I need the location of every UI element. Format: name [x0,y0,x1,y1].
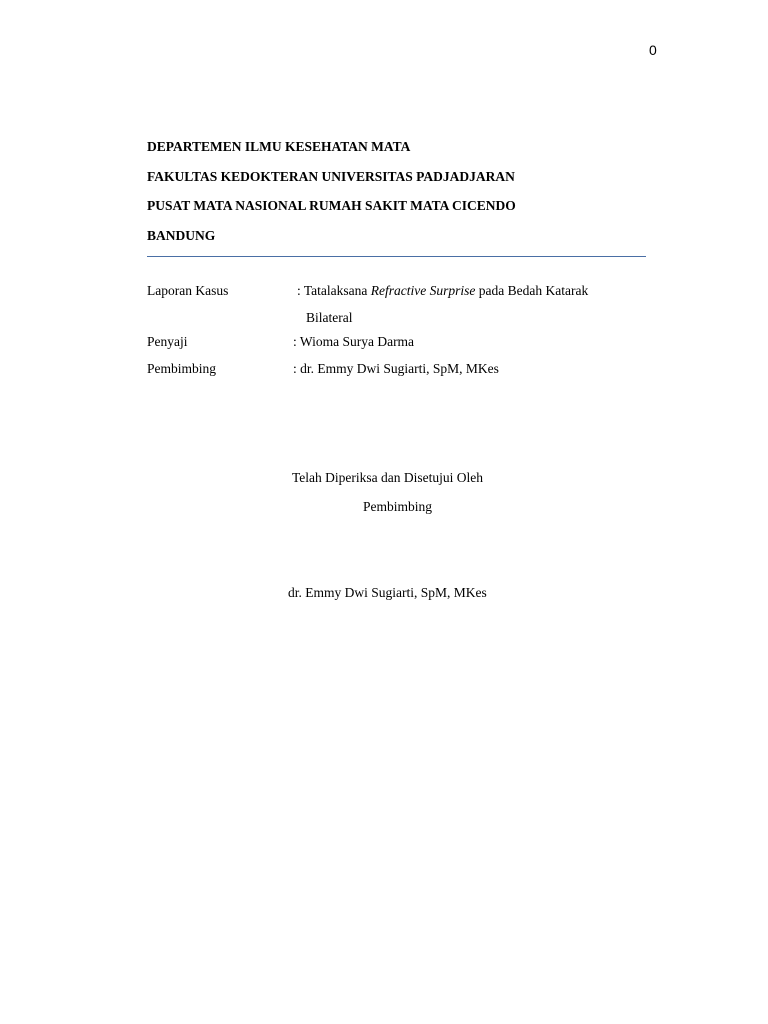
info-row-supervisor [147,359,667,386]
title-suffix: pada Bedah Katarak [475,283,589,298]
report-info [147,281,667,386]
page-number: 0 [649,42,657,58]
title-prefix: : Tatalaksana [297,283,371,298]
title-continuation: Bilateral [306,310,353,325]
supervisor-value: : dr. Emmy Dwi Sugiarti, SpM, MKes [293,361,499,376]
approval-statement: Telah Diperiksa dan Disetujui Oleh [292,470,484,485]
header-divider [147,256,646,257]
supervisor-label: Pembimbing [147,361,217,376]
presenter-label: Penyaji [147,334,188,349]
title-italic: Refractive Surprise [370,283,476,298]
header-line-faculty: FAKULTAS KEDOKTERAN UNIVERSITAS PADJADJARAN [147,168,515,184]
presenter-value: : Wioma Surya Darma [293,334,415,349]
info-row-presenter [147,332,667,359]
title-value [297,281,588,301]
signature-name: dr. Emmy Dwi Sugiarti, SpM, MKes [288,585,487,600]
header-line-hospital: PUSAT MATA NASIONAL RUMAH SAKIT MATA CICENDO [147,198,516,213]
title-label: Laporan Kasus [147,283,229,298]
info-row-title-continuation [147,308,667,332]
header-line-city: BANDUNG [147,227,216,243]
approval-role: Pembimbing [363,499,433,514]
institution-header [147,137,647,255]
header-line-department: DEPARTEMEN ILMU KESEHATAN MATA [147,139,411,154]
info-row-title [147,281,667,308]
